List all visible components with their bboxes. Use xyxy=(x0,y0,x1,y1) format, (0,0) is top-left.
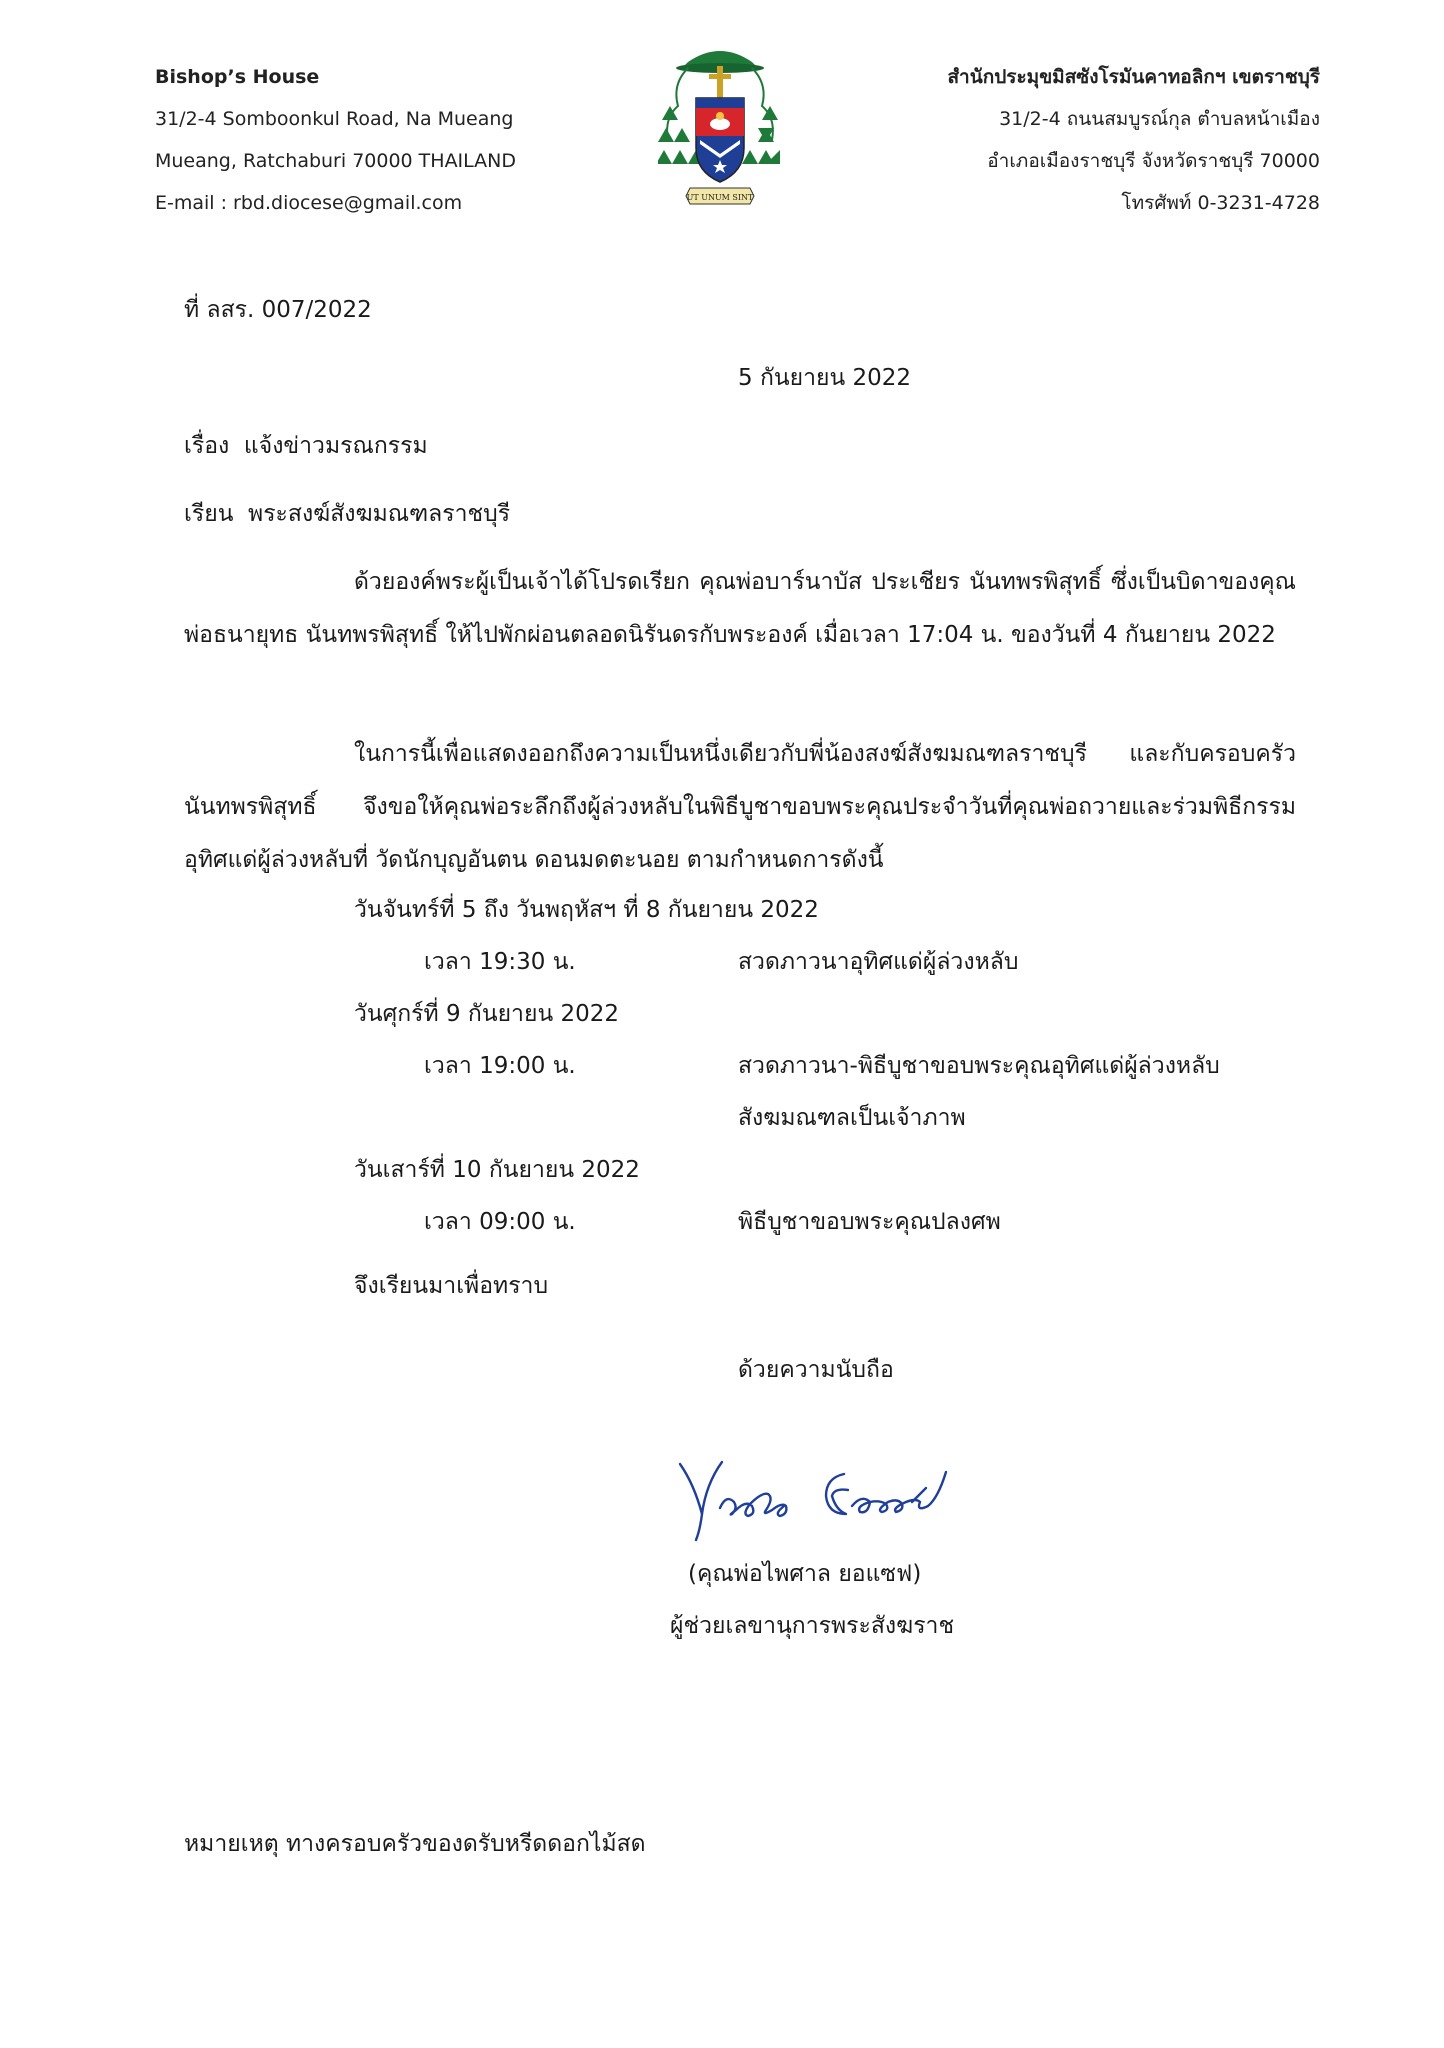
emblem-motto: UT UNUM SINT xyxy=(686,193,754,202)
closing-regards: ด้วยความนับถือ xyxy=(738,1357,894,1383)
recipient-line xyxy=(184,496,510,532)
org-name-en: Bishop’s House xyxy=(155,66,320,88)
schedule-event-2b: สังฆมณฑลเป็นเจ้าภาพ xyxy=(738,1105,966,1131)
schedule-day-2: วันศุกร์ที่ 9 กันยายน 2022 xyxy=(354,1001,620,1027)
paragraph-1-text: ด้วยองค์พระผู้เป็นเจ้าได้โปรดเรียก คุณพ่อบาร์นาบัส ประเชียร นันทพรพิสุทธิ์ ซึ่งเป็นบิดาของคุณพ่อธนายุทธ นันทพรพิสุทธิ์ ให้ไปพักผ่อนตลอดนิรันดรกับพระองค์ เมื่อเวลา 17:04 น. ของวันที่ 4 กันยายน 2022 xyxy=(184,569,1296,648)
handwritten-signature xyxy=(676,1444,976,1554)
schedule-event-1: สวดภาวนาอุทิศแด่ผู้ล่วงหลับ xyxy=(738,949,1019,975)
address-line-2-en: Mueang, Ratchaburi 70000 THAILAND xyxy=(155,150,517,172)
closing-inform: จึงเรียนมาเพื่อทราบ xyxy=(354,1273,549,1299)
address-line-1-th: 31/2-4 ถนนสมบูรณ์กุล ตำบลหน้าเมือง xyxy=(999,108,1320,130)
schedule-event-3: พิธีบูชาขอบพระคุณปลงศพ xyxy=(738,1209,1001,1235)
letter-date: 5 กันยายน 2022 xyxy=(738,365,912,391)
reference-number: ที่ ลสร. 007/2022 xyxy=(184,297,372,323)
subject-label: เรื่อง xyxy=(184,433,230,459)
schedule-time-1: เวลา 19:30 น. xyxy=(424,949,576,975)
paragraph-2-text: ในการนี้เพื่อแสดงออกถึงความเป็นหนึ่งเดียวกับพี่น้องสงฆ์สังฆมณฑลราชบุรี และกับครอบครัวนันทพรพิสุทธิ์ จึงขอให้คุณพ่อระลึกถึงผู้ล่วงหลับในพิธีบูชาขอบพระคุณประจำวันที่คุณพ่อถวายและร่วมพิธีกรรมอุทิศแด่ผู้ล่วงหลับที่ วัดนักบุญอันตน ดอนมดตะนอย ตามกำหนดการดังนี้ xyxy=(184,741,1296,873)
schedule-event-2a: สวดภาวนา-พิธีบูชาขอบพระคุณอุทิศแด่ผู้ล่วงหลับ xyxy=(738,1053,1220,1079)
schedule-time-3: เวลา 09:00 น. xyxy=(424,1209,576,1235)
subject-text: แจ้งข่าวมรณกรรม xyxy=(243,433,428,459)
schedule-time-2: เวลา 19:00 น. xyxy=(424,1053,576,1079)
coat-of-arms-emblem xyxy=(658,44,782,222)
paragraph-2 xyxy=(184,728,1296,887)
signer-position: ผู้ช่วยเลขานุการพระสังฆราช xyxy=(670,1613,955,1639)
recipient-label: เรียน xyxy=(184,501,234,527)
schedule-day-3: วันเสาร์ที่ 10 กันยายน 2022 xyxy=(354,1157,640,1183)
address-line-1-en: 31/2-4 Somboonkul Road, Na Mueang xyxy=(155,108,514,130)
schedule-day-1: วันจันทร์ที่ 5 ถึง วันพฤหัสฯ ที่ 8 กันยายน 2022 xyxy=(354,897,819,923)
signer-name: (คุณพ่อไพศาล ยอแซฟ) xyxy=(688,1561,922,1587)
recipient-text: พระสงฆ์สังฆมณฑลราชบุรี xyxy=(248,501,511,527)
phone: โทรศัพท์ 0-3231-4728 xyxy=(1121,192,1320,214)
footnote: หมายเหตุ ทางครอบครัวของดรับหรีดดอกไม้สด xyxy=(184,1831,646,1857)
address-line-2-th: อำเภอเมืองราชบุรี จังหวัดราชบุรี 70000 xyxy=(987,150,1320,172)
subject-line xyxy=(184,428,428,464)
header-left xyxy=(155,56,516,224)
email: E-mail : rbd.diocese@gmail.com xyxy=(155,192,463,214)
header-right xyxy=(947,56,1320,224)
paragraph-1 xyxy=(184,556,1296,662)
org-name-th: สำนักประมุขมิสซังโรมันคาทอลิกฯ เขตราชบุรี xyxy=(947,66,1320,88)
